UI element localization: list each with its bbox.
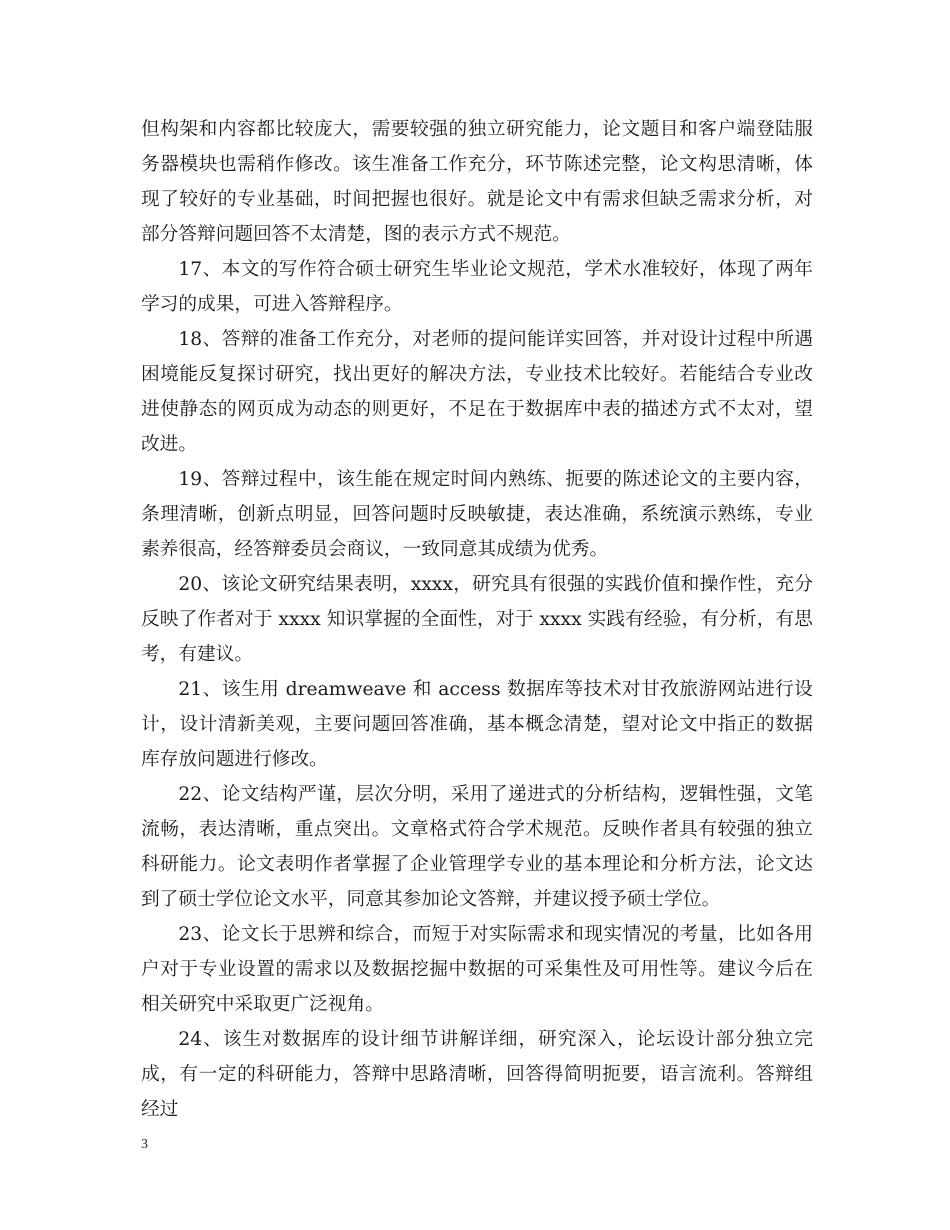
paragraph-comment-18: 18、答辩的准备工作充分，对老师的提问能详实回答，并对设计过程中所遇困境能反复探讨研究，找出更好的解决方法，专业技术比较好。若能结合专业改进使静态的网页成为动态的则更好，不足在于数据库中表的描述方式不太对，望改进。	[141, 329, 813, 455]
paragraph-comment-21: 21、该生用 dreamweave 和 access 数据库等技术对甘孜旅游网站进行设计，设计清新美观，主要问题回答准确，基本概念清楚，望对论文中指正的数据库存放问题进行修改。	[141, 679, 813, 770]
paragraph-comment-17: 17、本文的写作符合硕士研究生毕业论文规范，学术水准较好，体现了两年学习的成果，可进入答辩程序。	[141, 259, 813, 315]
paragraph-comment-24: 24、该生对数据库的设计细节讲解详细，研究深入，论坛设计部分独立完成，有一定的科研能力，答辩中思路清晰，回答得简明扼要，语言流利。答辩组经过	[141, 1029, 813, 1120]
paragraph-comment-22: 22、论文结构严谨，层次分明，采用了递进式的分析结构，逻辑性强，文笔流畅，表达清晰，重点突出。文章格式符合学术规范。反映作者具有较强的独立科研能力。论文表明作者掌握了企业管理学专业的基本理论和分析方法，论文达到了硕士学位论文水平，同意其参加论文答辩，并建议授予硕士学位。	[141, 784, 813, 910]
paragraph-comment-23: 23、论文长于思辨和综合，而短于对实际需求和现实情况的考量，比如各用户对于专业设置的需求以及数据挖掘中数据的可采集性及可用性等。建议今后在相关研究中采取更广泛视角。	[141, 924, 813, 1015]
body-text	[141, 112, 813, 1127]
paragraph-comment-19: 19、答辩过程中，该生能在规定时间内熟练、扼要的陈述论文的主要内容，条理清晰，创新点明显，回答问题时反映敏捷，表达准确，系统演示熟练，专业素养很高，经答辩委员会商议，一致同意其成绩为优秀。	[141, 469, 813, 560]
paragraph-continuation: 但构架和内容都比较庞大，需要较强的独立研究能力，论文题目和客户端登陆服务器模块也需稍作修改。该生准备工作充分，环节陈述完整，论文构思清晰，体现了较好的专业基础，时间把握也很好。就是论文中有需求但缺乏需求分析，对部分答辩问题回答不太清楚，图的表示方式不规范。	[141, 119, 813, 245]
page-number: 3	[141, 1137, 148, 1152]
paragraph-comment-20: 20、该论文研究结果表明，xxxx，研究具有很强的实践价值和操作性，充分反映了作者对于 xxxx 知识掌握的全面性，对于 xxxx 实践有经验，有分析，有思考，有建议。	[141, 574, 813, 665]
